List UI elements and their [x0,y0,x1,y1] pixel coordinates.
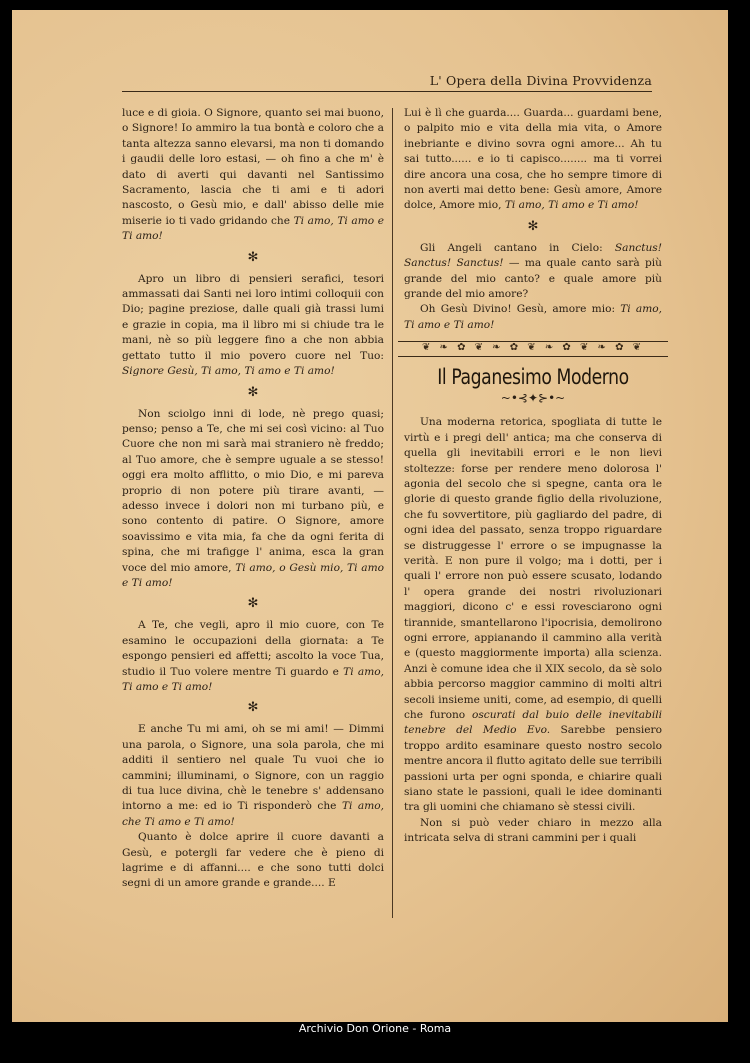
paragraph [122,722,384,830]
paragraph [404,241,662,303]
emphasis-text: Ti amo, Ti amo e Ti amo! [404,303,662,331]
paragraph-text: luce e di gioia. O Signore, quanto sei mai buono, o Signore! Io ammiro la tua bontà e coloro che a tanta altezza sanno elevarsi, ma non ti domando i gaudii delle loro estasi, — oh fino a che m' è dato di averti qui davanti nel Santissimo Sacramento, lascia che ti ami e ti adori nascosto, o Gesù mio, e dall' abisso delle mie miserie io ti vado gridando che [122,107,384,227]
section-star: ✻ [247,700,259,716]
section-star: ✻ [247,596,259,612]
paragraph-text: Non sciolgo inni di lode, nè prego quasi; penso; penso a Te, che mi sei così vicino: al Tuo Cuore che non mi sarà mai straniero nè freddo; al Tuo amore, che è sempre uguale a se stesso! oggi era molto afflitto, o mio Dio, e mi pareva proprio di non potere più tirare avanti, — adesso invece i dolori non mi turbano più, e sono contento di patire. O Signore, amore soavissimo e vita mia, fa che da ogni ferita di spina, che mi trafigge l' anima, esca la gran voce del mio amore, [122,407,384,574]
emphasis-text: oscurati dal buio delle inevitabili tenebre del Medio Evo. [404,709,662,737]
paragraph-text: Una moderna retorica, spogliata di tutte le virtù e i pregi dell' antica; ma che conserva di quella gli inevitabili errori e le non lievi stoltezze: forse per rendere meno dolorosa l' agonia del secolo che si spegne, canta ora le glorie di questo grande figlio della rivoluzione, che fu sovvertitore, più gagliardo del padre, di ogni idea del passato, senza troppo riguardare se distruggesse l' errore o se impugnasse la verità. E non pure il volgo; ma i dotti, per i quali l' errore non può essere scusato, lodando l' opera grande dei nostri rivoluzionari maggiori, dicono c' e essi rovesciarono ogni tirannide, smantellarono l'ipocrisia, demolirono ogni errore, appianando il cammino alla verità e (questo maggiormente importa) alla scienza. Anzi è comune idea che il XIX secolo, da sè solo abbia percorso maggior cammino di molti altri secoli insieme uniti, come, ad esempio, di quelli che furono [404,416,662,721]
paragraph [122,618,384,695]
paragraph-text: Lui è lì che guarda.... Guarda... guardami bene, o palpito mio e vita della mia vita, o Amore inebriante e divino sovra ogni amore... Ah tu sai tutto...... e io ti capisco........ ma ti vorrei dire ancora una cosa, che ho sempre timore di non averti mai detto bene: Gesù amore, Amore dolce, Amore mio, [404,107,662,212]
emphasis-text: Signore Gesù, Ti amo, Ti amo e Ti amo! [122,365,335,378]
emphasis-text: Ti amo, Ti amo e Ti amo! [122,665,384,693]
paragraph-text: Oh Gesù Divino! Gesù, amore mio: [420,303,621,316]
ornament-divider: ❦ ❧ ✿ ❦ ❧ ✿ ❦ ❧ ✿ ❦ ❧ ✿ ❦ [398,341,668,357]
section-star: ✻ [247,249,259,265]
paragraph [122,106,384,245]
emphasis-text: Ti amo, Ti amo e Ti amo! [504,199,639,212]
running-header: L' Opera della Divina Provvidenza [122,73,652,92]
paragraph [404,415,662,816]
column-divider [392,108,393,918]
flourish-ornament: ~•⊰✦⊱•~ [500,391,566,406]
paragraph-text: Quanto è dolce aprire il cuore davanti a Gesù, e potergli far vedere che è pieno di lagrime e di affanni.... e che sono tutti dolci segni di un amore grande e grande.... E [122,831,384,890]
paragraph-text: Gli Angeli cantano in Cielo: [420,241,615,254]
emphasis-text: Ti amo, Ti amo e Ti amo! [122,214,384,243]
paragraph [404,106,662,214]
emphasis-text: Sanctus! Sanctus! Sanctus! [404,241,662,270]
section-star: ✻ [527,218,539,234]
scanned-page [12,10,728,1022]
paragraph-text: Non si può veder chiaro in mezzo alla intricata selva di strani cammini per i quali [404,816,662,845]
paragraph [122,407,384,592]
left-column [122,106,384,892]
paragraph-text: A Te, che vegli, apro il mio cuore, con Te esamino le occupazioni della giornata: a Te espongo pensieri ed affetti; ascolto la voce Tua, studio il Tuo volere mentre Ti guardo e [122,619,384,678]
section-star: ✻ [247,384,259,400]
paragraph [404,302,662,333]
paragraph [122,272,384,380]
paragraph [404,816,662,847]
paragraph-text: E anche Tu mi ami, oh se mi ami! — Dimmi una parola, o Signore, una sola parola, che mi additi il sentiero nel quale Tu vuoi che io cammini; illuminami, o Signore, con un raggio di tua luce divina, chè le tenebre s' addensano intorno a me: ed io Ti risponderò che [122,723,384,813]
article-title: Il Paganesimo Moderno [437,365,629,390]
emphasis-text: Ti amo, che Ti amo e Ti amo! [122,800,384,828]
emphasis-text: Ti amo, o Gesù mio, Ti amo e Ti amo! [122,561,384,589]
right-column [404,106,662,847]
paragraph-text: Sarebbe pensiero troppo ardito esaminare questo nostro secolo mentre ancora il flutto agitato delle sue terribili passioni urta per ogni sponda, e chiarire quali siano state le passioni, quali le idee dominanti tra gli uomini che chiamano sè stessi civili. [404,724,662,814]
paragraph-text: Apro un libro di pensieri serafici, tesori ammassati dai Santi nei loro intimi colloquii con Dio; pagine preziose, dalle quali già trassi lumi e grazie in copia, ma il libro mi si chiude tra le mani, nè so più leggere fino a che non abbia gettato tutto il mio povero cuore nel Tuo: [122,272,384,362]
paragraph-text: — ma quale canto sarà più grande del mio canto? e quale amore più grande del mio amore? [404,257,662,301]
archive-caption: Archivio Don Orione - Roma [298,1022,452,1035]
paragraph [122,830,384,892]
